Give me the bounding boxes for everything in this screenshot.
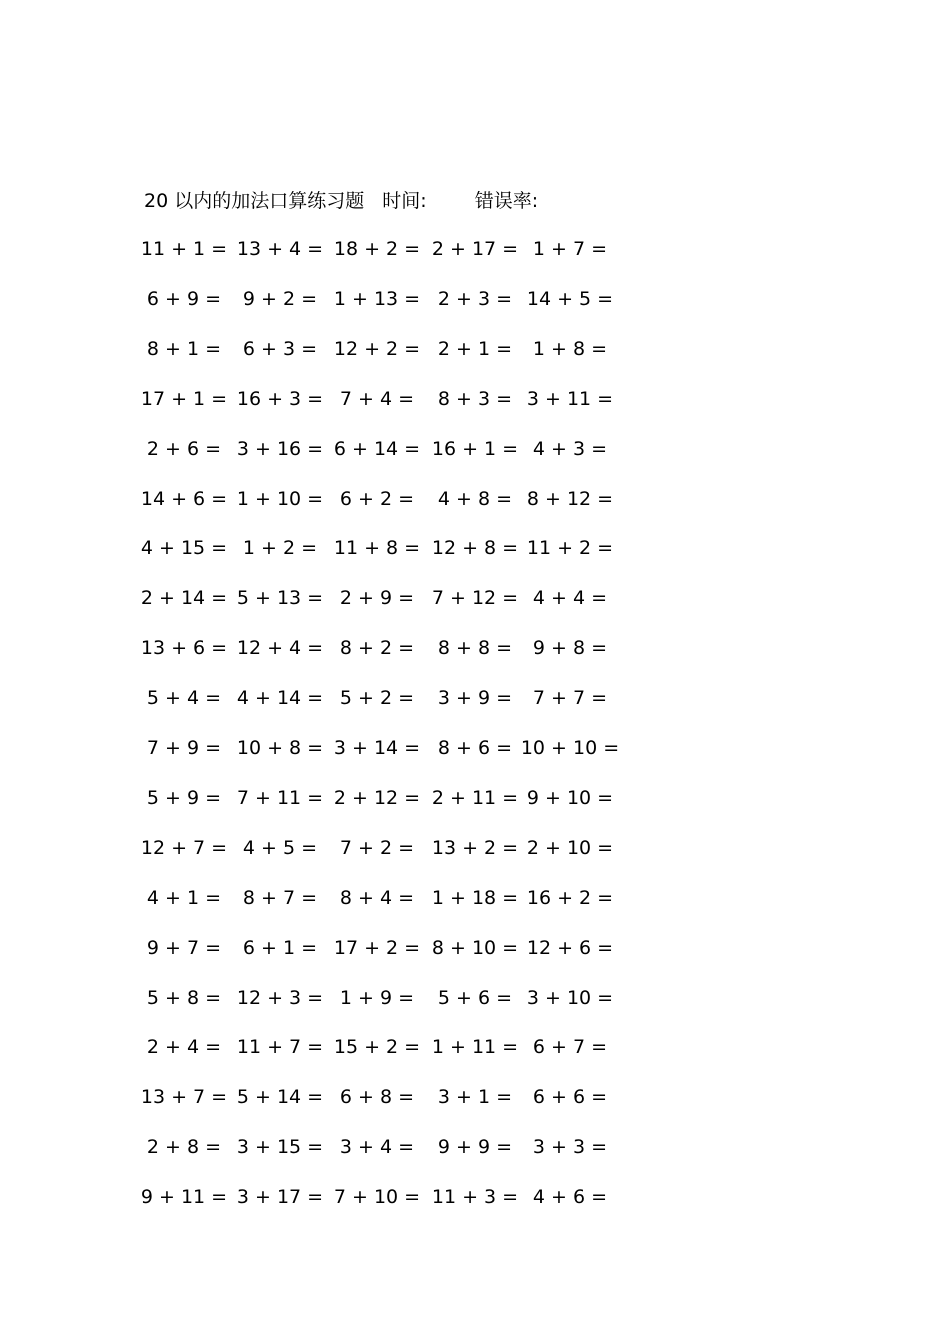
problem-item: 1 + 13 = (333, 287, 421, 310)
problem-item: 2 + 9 = (339, 587, 415, 610)
problem-item: 4 + 5 = (242, 836, 318, 859)
problem-item: 13 + 4 = (236, 238, 324, 260)
problem-item: 2 + 12 = (333, 786, 421, 809)
problem-item: 15 + 2 = (333, 1036, 421, 1059)
problem-item: 13 + 2 = (431, 836, 519, 859)
problem-item: 8 + 1 = (146, 337, 222, 360)
problem-item: 9 + 7 = (146, 936, 222, 959)
problem-item: 8 + 6 = (437, 737, 513, 759)
problem-item: 5 + 14 = (236, 1086, 324, 1109)
worksheet-header (144, 186, 538, 213)
problem-item: 7 + 2 = (339, 836, 415, 859)
problem-item: 12 + 3 = (236, 986, 324, 1009)
problem-item: 5 + 6 = (437, 986, 513, 1009)
problem-item: 8 + 8 = (437, 637, 513, 660)
problem-item: 3 + 1 = (437, 1086, 513, 1109)
problem-item: 3 + 4 = (339, 1136, 415, 1159)
problem-item: 17 + 2 = (333, 936, 421, 959)
problem-item: 1 + 2 = (242, 537, 318, 560)
problem-item: 14 + 6 = (140, 487, 228, 510)
problem-item: 2 + 6 = (146, 437, 222, 460)
problem-item: 2 + 14 = (140, 587, 228, 610)
problem-item: 1 + 11 = (431, 1036, 519, 1059)
problem-item: 1 + 8 = (532, 337, 608, 360)
problem-item: 16 + 3 = (236, 387, 324, 410)
problem-item: 11 + 7 = (236, 1036, 324, 1059)
problem-item: 7 + 10 = (333, 1186, 421, 1209)
problem-item: 4 + 14 = (236, 687, 324, 710)
problem-item: 6 + 3 = (242, 337, 318, 360)
problem-item: 9 + 9 = (437, 1136, 513, 1159)
problem-item: 12 + 4 = (236, 637, 324, 660)
problem-item: 4 + 1 = (146, 886, 222, 909)
problem-item: 4 + 4 = (532, 587, 608, 610)
problem-item: 4 + 3 = (532, 437, 608, 460)
problem-item: 12 + 7 = (140, 836, 228, 859)
problem-item: 1 + 9 = (339, 986, 415, 1009)
problem-item: 4 + 8 = (437, 487, 513, 510)
problem-item: 3 + 17 = (236, 1186, 324, 1209)
problem-item: 4 + 6 = (532, 1186, 608, 1209)
problem-item: 3 + 15 = (236, 1136, 324, 1159)
problem-item: 9 + 10 = (526, 786, 614, 809)
problem-item: 9 + 2 = (242, 287, 318, 310)
problem-item: 16 + 1 = (431, 437, 519, 460)
problem-item: 7 + 11 = (236, 786, 324, 809)
problem-item: 6 + 2 = (339, 487, 415, 510)
problem-item: 11 + 3 = (431, 1186, 519, 1209)
problem-item: 11 + 8 = (333, 537, 421, 560)
problem-item: 8 + 3 = (437, 387, 513, 410)
problem-item: 6 + 1 = (242, 936, 318, 959)
problem-item: 8 + 12 = (526, 487, 614, 510)
problem-item: 7 + 4 = (339, 387, 415, 410)
problem-item: 3 + 11 = (526, 387, 614, 410)
problem-item: 6 + 9 = (146, 287, 222, 310)
problem-item: 12 + 2 = (333, 337, 421, 360)
time-label: 时间: (382, 190, 427, 212)
problem-item: 2 + 3 = (437, 287, 513, 310)
problem-item: 2 + 8 = (146, 1136, 222, 1159)
problem-item: 3 + 3 = (532, 1136, 608, 1159)
problem-item: 11 + 2 = (526, 537, 614, 560)
problem-item: 3 + 16 = (236, 437, 324, 460)
worksheet-title: 20 以内的加法口算练习题 (144, 190, 365, 212)
problem-item: 7 + 9 = (146, 737, 222, 759)
problem-item: 5 + 8 = (146, 986, 222, 1009)
problem-item: 17 + 1 = (140, 387, 228, 410)
problem-item: 16 + 2 = (526, 886, 614, 909)
problem-item: 3 + 14 = (333, 737, 421, 759)
error-rate-label: 错误率: (474, 190, 539, 212)
problem-item: 11 + 1 = (140, 238, 228, 260)
problem-item: 12 + 6 = (526, 936, 614, 959)
problem-item: 1 + 10 = (236, 487, 324, 510)
problem-item: 5 + 4 = (146, 687, 222, 710)
problem-item: 10 + 8 = (236, 737, 324, 759)
problem-item: 13 + 6 = (140, 637, 228, 660)
problem-item: 1 + 18 = (431, 886, 519, 909)
problem-item: 2 + 17 = (431, 238, 519, 260)
problem-item: 6 + 6 = (532, 1086, 608, 1109)
problem-item: 8 + 10 = (431, 936, 519, 959)
problem-item: 7 + 12 = (431, 587, 519, 610)
problem-item: 1 + 7 = (532, 238, 608, 260)
problem-item: 5 + 2 = (339, 687, 415, 710)
problem-item: 2 + 4 = (146, 1036, 222, 1059)
problem-item: 6 + 8 = (339, 1086, 415, 1109)
problem-item: 3 + 9 = (437, 687, 513, 710)
problem-item: 10 + 10 = (520, 737, 620, 759)
problem-item: 6 + 14 = (333, 437, 421, 460)
problem-item: 4 + 15 = (140, 537, 228, 560)
problem-item: 2 + 1 = (437, 337, 513, 360)
problem-item: 5 + 13 = (236, 587, 324, 610)
problem-item: 2 + 10 = (526, 836, 614, 859)
problem-item: 6 + 7 = (532, 1036, 608, 1059)
problem-item: 18 + 2 = (333, 238, 421, 260)
problem-item: 5 + 9 = (146, 786, 222, 809)
problem-item: 7 + 7 = (532, 687, 608, 710)
problem-item: 9 + 8 = (532, 637, 608, 660)
problem-item: 13 + 7 = (140, 1086, 228, 1109)
problem-item: 8 + 7 = (242, 886, 318, 909)
problem-item: 3 + 10 = (526, 986, 614, 1009)
problem-item: 8 + 2 = (339, 637, 415, 660)
problem-item: 9 + 11 = (140, 1186, 228, 1209)
problem-item: 14 + 5 = (526, 287, 614, 310)
problem-item: 12 + 8 = (431, 537, 519, 560)
problem-item: 8 + 4 = (339, 886, 415, 909)
problem-item: 2 + 11 = (431, 786, 519, 809)
